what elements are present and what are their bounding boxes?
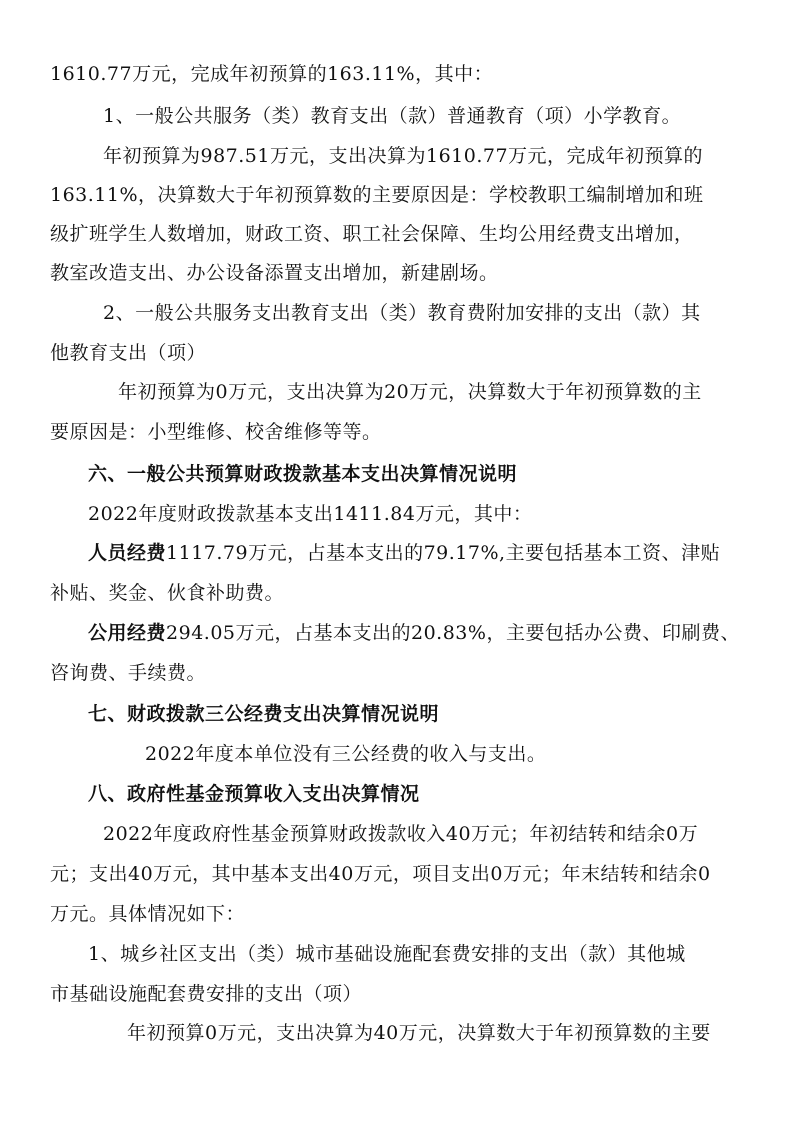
- section-heading-8: [0, 782, 793, 806]
- text-line: [0, 104, 793, 128]
- line-text: 补贴、奖金、伙食补助费。: [50, 582, 285, 604]
- section-heading-7: [0, 702, 793, 726]
- bold-lead-term: 公用经费: [88, 622, 167, 644]
- line-text: 294.05万元，占基本支出的20.83%，主要包括办公费、印刷费、: [166, 622, 740, 644]
- text-line: [0, 862, 793, 886]
- text-line: [0, 982, 793, 1006]
- text-line: [0, 301, 793, 325]
- text-line: [0, 380, 793, 404]
- line-text: 咨询费、手续费。: [50, 662, 207, 684]
- line-text: 163.11%，决算数大于年初预算数的主要原因是：学校教职工编制增加和班: [50, 184, 704, 206]
- text-line: [0, 541, 793, 565]
- text-line: [0, 502, 793, 526]
- heading-text: 八、政府性基金预算收入支出决算情况: [88, 783, 420, 805]
- line-text: 万元。具体情况如下：: [50, 903, 246, 925]
- text-line: [0, 222, 793, 246]
- text-line: [0, 661, 793, 685]
- text-line: [0, 942, 793, 966]
- line-text: 1610.77万元，完成年初预算的163.11%，其中：: [50, 63, 494, 85]
- text-line: [0, 341, 793, 365]
- line-text: 教室改造支出、办公设备添置支出增加，新建剧场。: [50, 262, 499, 284]
- heading-text: 七、财政拨款三公经费支出决算情况说明: [88, 703, 440, 725]
- text-line: [0, 261, 793, 285]
- line-text: 他教育支出（项）: [50, 342, 207, 364]
- line-text: 要原因是：小型维修、校舍维修等等。: [50, 421, 382, 443]
- line-text: 元；支出40万元，其中基本支出40万元，项目支出0万元；年末结转和结余0: [50, 863, 711, 885]
- text-line: [0, 1021, 793, 1045]
- line-text: 年初预算为987.51万元，支出决算为1610.77万元，完成年初预算的: [103, 145, 704, 167]
- bold-lead-term: 人员经费: [88, 542, 167, 564]
- heading-text: 六、一般公共预算财政拨款基本支出决算情况说明: [88, 463, 518, 485]
- line-text: 2022年度政府性基金预算财政拨款收入40万元；年初结转和结余0万: [103, 823, 699, 845]
- text-line: [0, 144, 793, 168]
- line-text: 2022年度财政拨款基本支出1411.84万元，其中：: [88, 503, 533, 525]
- text-line: [0, 420, 793, 444]
- line-text: 1、城乡社区支出（类）城市基础设施配套费安排的支出（款）其他城: [88, 943, 686, 965]
- line-text: 1、一般公共服务（类）教育支出（款）普通教育（项）小学教育。: [103, 105, 682, 127]
- text-line: [0, 621, 793, 645]
- line-text: 2022年度本单位没有三公经费的收入与支出。: [145, 743, 547, 765]
- line-text: 1117.79万元，占基本支出的79.17%,主要包括基本工资、津贴: [166, 542, 721, 564]
- text-line: [0, 581, 793, 605]
- text-line: [0, 822, 793, 846]
- text-line: [0, 183, 793, 207]
- line-text: 年初预算为0万元，支出决算为20万元，决算数大于年初预算数的主: [118, 381, 702, 403]
- line-text: 2、一般公共服务支出教育支出（类）教育费附加安排的支出（款）其: [103, 302, 701, 324]
- text-line: [0, 742, 793, 766]
- line-text: 年初预算0万元，支出决算为40万元，决算数大于年初预算数的主要: [127, 1022, 711, 1044]
- line-text: 级扩班学生人数增加，财政工资、职工社会保障、生均公用经费支出增加，: [50, 223, 694, 245]
- text-line: [0, 62, 793, 86]
- line-text: 市基础设施配套费安排的支出（项）: [50, 983, 363, 1005]
- text-line: [0, 902, 793, 926]
- section-heading-6: [0, 462, 793, 486]
